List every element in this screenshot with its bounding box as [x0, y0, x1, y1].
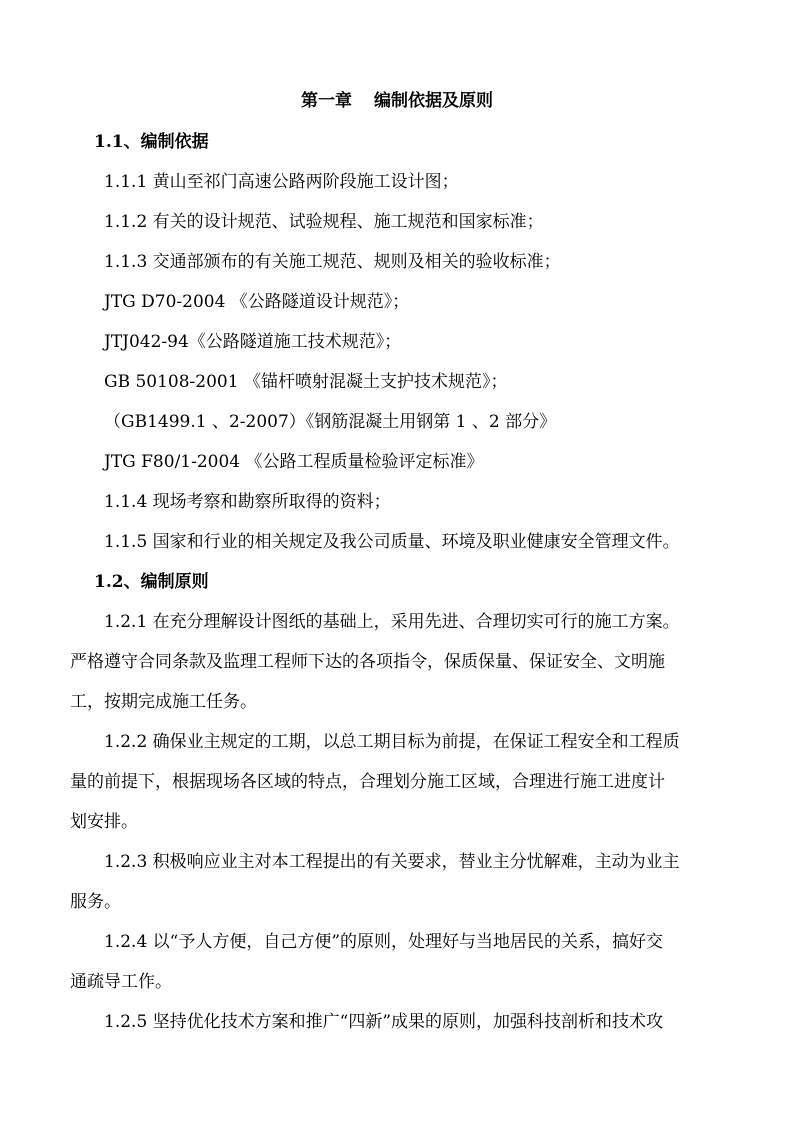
- chapter-name: 编制依据及原则: [374, 91, 493, 111]
- list-item: 1.1.1 黄山至祁门高速公路两阶段施工设计图；: [104, 172, 459, 192]
- list-item: JTJ042-94《公路隧道施工技术规范》；: [104, 332, 402, 352]
- paragraph-line: 1.2.2 确保业主规定的工期，以总工期目标为前提，在保证工程安全和工程质: [104, 732, 680, 752]
- section-heading-1-1: 1.1、编制依据: [94, 132, 209, 152]
- list-item: 1.1.4 现场考察和勘察所取得的资料；: [104, 492, 391, 512]
- paragraph-line: 1.2.1 在充分理解设计图纸的基础上，采用先进、合理切实可行的施工方案。: [104, 612, 680, 632]
- paragraph-line: 通疏导工作。: [70, 972, 172, 992]
- list-item: JTG D70-2004 《公路隧道设计规范》；: [104, 292, 410, 312]
- list-item: 1.1.2 有关的设计规范、试验规程、施工规范和国家标准；: [104, 212, 544, 232]
- paragraph-line: 1.2.3 积极响应业主对本工程提出的有关要求，替业主分忧解难，主动为业主: [104, 852, 680, 872]
- chapter-number: 第一章: [301, 91, 352, 111]
- chapter-title: [0, 90, 794, 112]
- list-item: （GB1499.1 、2-2007）《钢筋混凝土用钢第 1 、2 部分》: [104, 412, 557, 432]
- paragraph-line: 工，按期完成施工任务。: [70, 692, 257, 712]
- list-item: 1.1.3 交通部颁布的有关施工规范、规则及相关的验收标准；: [104, 252, 561, 272]
- list-item: 1.1.5 国家和行业的相关规定及我公司质量、环境及职业健康安全管理文件。: [104, 532, 680, 552]
- paragraph-line: 服务。: [70, 892, 121, 912]
- section-heading-1-2: 1.2、编制原则: [94, 572, 209, 592]
- list-item: GB 50108-2001 《锚杆喷射混凝土支护技术规范》；: [104, 372, 508, 392]
- paragraph-line: 量的前提下，根据现场各区域的特点，合理划分施工区域，合理进行施工进度计: [70, 772, 665, 792]
- list-item: JTG F80/1-2004 《公路工程质量检验评定标准》: [104, 452, 484, 472]
- paragraph-line: 划安排。: [70, 812, 138, 832]
- paragraph-line: 1.2.5 坚持优化技术方案和推广“四新”成果的原则，加强科技剖析和技术攻: [104, 1012, 664, 1032]
- paragraph-line: 严格遵守合同条款及监理工程师下达的各项指令，保质保量、保证安全、文明施: [70, 652, 665, 672]
- paragraph-line: 1.2.4 以“予人方便，自己方便”的原则，处理好与当地居民的关系，搞好交: [104, 932, 664, 952]
